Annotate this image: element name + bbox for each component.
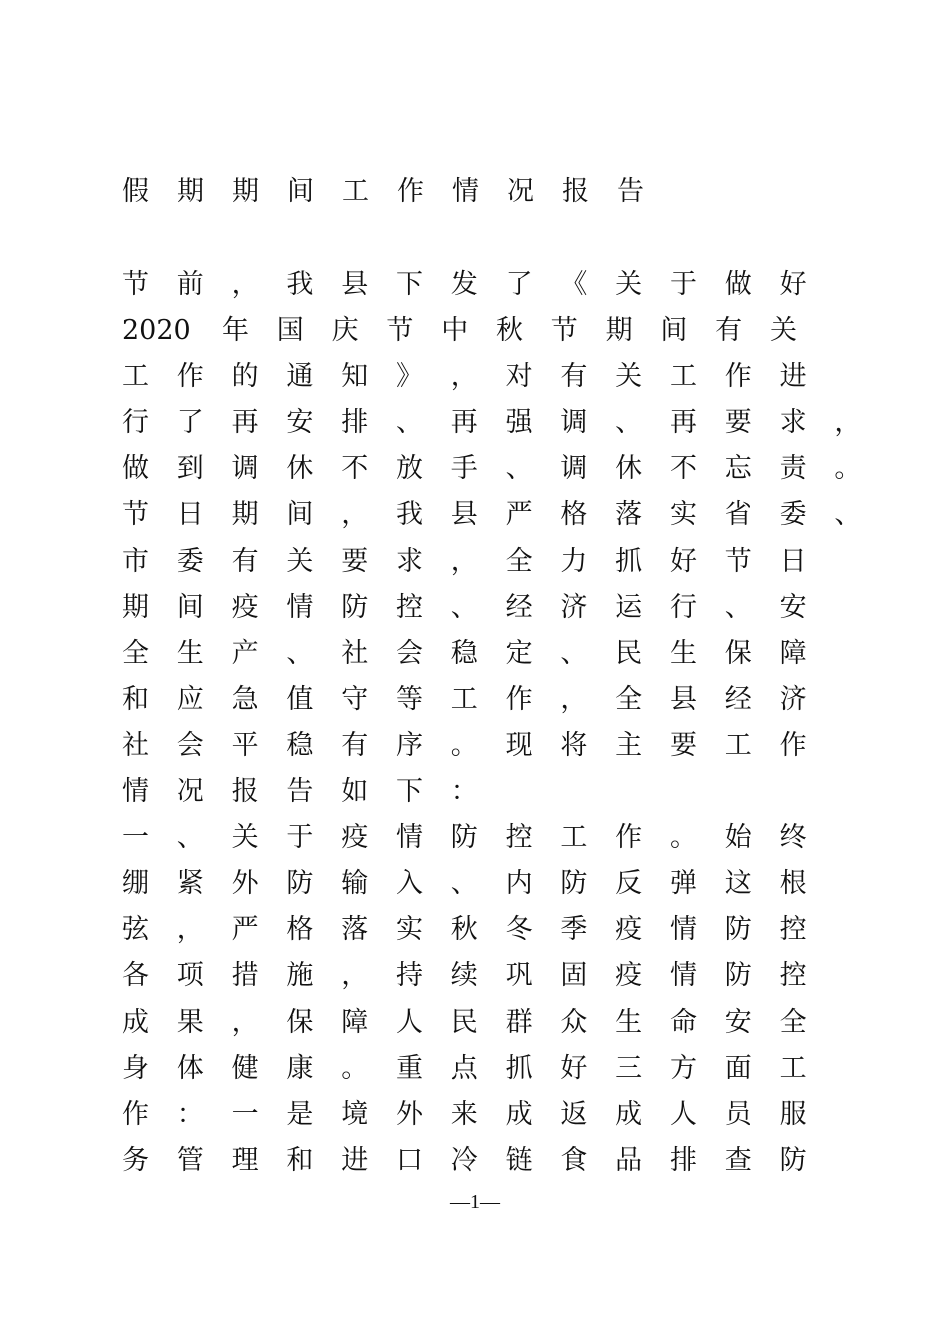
body-char: 好: [669, 545, 697, 577]
body-char: 日: [176, 499, 204, 531]
body-char: 求: [395, 545, 423, 577]
body-char: 防: [724, 960, 752, 992]
body-char: 手: [450, 453, 478, 485]
body-char: 现: [505, 729, 533, 761]
body-char: 防: [450, 822, 478, 854]
body-char: 节: [122, 269, 149, 300]
body-char: 抓: [615, 545, 643, 577]
body-char: ：: [450, 776, 478, 808]
body-char: 委: [176, 545, 204, 577]
body-char: 终: [779, 822, 807, 854]
body-char: 巩: [505, 960, 533, 992]
body-char: 一: [122, 822, 149, 854]
body-char: 忘: [724, 453, 752, 485]
body-char: 间: [176, 591, 204, 623]
body-char: 关: [286, 545, 314, 577]
body-char: 防: [724, 914, 752, 946]
body-char: 关: [231, 822, 259, 854]
body-char: 工: [669, 361, 697, 393]
body-char: 理: [231, 1144, 259, 1176]
body-char: 排: [341, 407, 369, 439]
body-char: 重: [395, 1052, 423, 1084]
body-char: ，: [341, 499, 369, 531]
body-char: ，: [834, 407, 862, 439]
body-char: 下: [395, 776, 423, 808]
body-char: 身: [122, 1052, 149, 1084]
body-char: 格: [560, 499, 588, 531]
document-body: [122, 262, 882, 1184]
body-char: 果: [176, 1006, 204, 1038]
body-char: 期: [605, 315, 633, 347]
body-char: 有: [715, 315, 743, 347]
body-char: 、: [505, 453, 533, 485]
body-char: 再: [669, 407, 697, 439]
body-char: 了: [176, 407, 204, 439]
body-char: 持: [395, 960, 423, 992]
body-char: 措: [231, 960, 259, 992]
body-char: 管: [176, 1144, 204, 1176]
body-char: 省: [724, 499, 752, 531]
body-char: 疫: [615, 960, 643, 992]
body-char: 务: [122, 1144, 149, 1176]
body-line: [122, 677, 882, 723]
body-char: 全: [505, 545, 533, 577]
body-char: 项: [176, 960, 204, 992]
body-char: 调: [231, 453, 259, 485]
body-char: 落: [615, 499, 643, 531]
body-char: 《: [560, 269, 588, 300]
body-char: 我: [286, 269, 314, 300]
body-char: 口: [395, 1144, 423, 1176]
body-char: 冷: [450, 1144, 478, 1176]
body-char: 民: [450, 1006, 478, 1038]
body-char: 成: [505, 1098, 533, 1130]
body-char: 实: [669, 499, 697, 531]
body-char: 市: [122, 545, 149, 577]
body-line: [122, 262, 882, 308]
body-char: 了: [505, 269, 533, 300]
body-char: 不: [341, 453, 369, 485]
body-char: 稳: [450, 637, 478, 669]
body-char: 人: [395, 1006, 423, 1038]
body-char: 前: [176, 269, 204, 300]
body-char: 况: [176, 776, 204, 808]
body-char: 排: [669, 1144, 697, 1176]
body-char: 县: [669, 683, 697, 715]
body-char: 固: [560, 960, 588, 992]
body-char: 秋: [495, 315, 523, 347]
body-char: 方: [669, 1052, 697, 1084]
body-char: 作: [176, 361, 204, 393]
body-char: 群: [505, 1006, 533, 1038]
body-char: 平: [231, 729, 259, 761]
body-line: [122, 1138, 882, 1184]
body-char: 休: [286, 453, 314, 485]
body-char: ，: [560, 683, 588, 715]
body-char: 守: [341, 683, 369, 715]
body-char: 运: [615, 591, 643, 623]
body-char: 成: [615, 1098, 643, 1130]
body-line: [122, 769, 882, 815]
body-char: 责: [779, 453, 807, 485]
body-char: 防: [341, 591, 369, 623]
body-line: [122, 723, 882, 769]
body-char: 输: [341, 868, 369, 900]
body-char: 境: [341, 1098, 369, 1130]
body-char: 返: [560, 1098, 588, 1130]
body-char: 体: [176, 1052, 204, 1084]
body-char: 控: [779, 960, 807, 992]
body-char: 一: [231, 1098, 259, 1130]
body-char: 情: [122, 776, 149, 808]
body-char: 外: [395, 1098, 423, 1130]
body-char: 安: [779, 591, 807, 623]
body-char: 生: [615, 1006, 643, 1038]
body-char: 到: [176, 453, 204, 485]
body-line: [122, 907, 882, 953]
body-char: 稳: [286, 729, 314, 761]
body-char: 情: [395, 822, 423, 854]
body-char: 间: [286, 499, 314, 531]
body-char: 弹: [669, 868, 697, 900]
body-char: 有: [231, 545, 259, 577]
body-char: 作: [615, 822, 643, 854]
body-char: 这: [724, 868, 752, 900]
body-char: 序: [395, 729, 423, 761]
body-char: 关: [615, 269, 643, 300]
body-char: 点: [450, 1052, 478, 1084]
body-char: 情: [286, 591, 314, 623]
body-char: 有: [560, 361, 588, 393]
body-char: ，: [450, 361, 478, 393]
body-char: 于: [286, 822, 314, 854]
body-char: 关: [615, 361, 643, 393]
body-char: 工: [122, 361, 149, 393]
body-char: 健: [231, 1052, 259, 1084]
body-char: 始: [724, 822, 752, 854]
body-char: 面: [724, 1052, 752, 1084]
body-char: 经: [724, 683, 752, 715]
body-char: 安: [724, 1006, 752, 1038]
body-char: 工: [560, 822, 588, 854]
body-char: 三: [615, 1052, 643, 1084]
body-char: 成: [122, 1006, 149, 1038]
body-char: 将: [560, 729, 588, 761]
body-char: 作: [505, 683, 533, 715]
body-line: [122, 1000, 882, 1046]
body-char: 施: [286, 960, 314, 992]
body-char: 通: [286, 361, 314, 393]
body-line: [122, 354, 882, 400]
body-char: 、: [176, 822, 204, 854]
body-char: 不: [669, 453, 697, 485]
body-char: 要: [669, 729, 697, 761]
body-char: 2020: [122, 315, 191, 347]
body-char: 绷: [122, 868, 149, 900]
body-char: 工: [450, 683, 478, 715]
body-char: 知: [341, 361, 369, 393]
body-char: 弦: [122, 914, 149, 946]
body-char: 的: [231, 361, 259, 393]
body-char: 对: [505, 361, 533, 393]
body-char: 作: [779, 729, 807, 761]
body-char: 、: [834, 499, 862, 531]
body-char: 全: [615, 683, 643, 715]
body-char: 县: [341, 269, 369, 300]
body-line: [122, 1046, 882, 1092]
body-char: 实: [395, 914, 423, 946]
body-char: ，: [231, 1006, 259, 1038]
body-char: 、: [450, 591, 478, 623]
body-char: 调: [560, 407, 588, 439]
body-line: [122, 492, 882, 538]
body-char: 社: [122, 729, 149, 761]
body-line: [122, 539, 882, 585]
body-char: 查: [724, 1144, 752, 1176]
body-line: [122, 1092, 882, 1138]
body-char: 告: [286, 776, 314, 808]
body-char: 节: [550, 315, 578, 347]
body-char: 内: [505, 868, 533, 900]
body-char: 定: [505, 637, 533, 669]
body-char: 产: [231, 637, 259, 669]
body-char: 生: [176, 637, 204, 669]
body-char: 续: [450, 960, 478, 992]
body-char: 疫: [341, 822, 369, 854]
body-char: 保: [286, 1006, 314, 1038]
body-char: 众: [560, 1006, 588, 1038]
body-char: 情: [669, 960, 697, 992]
body-char: 抓: [505, 1052, 533, 1084]
body-char: 和: [286, 1144, 314, 1176]
body-char: ：: [176, 1098, 204, 1130]
body-char: ，: [231, 269, 259, 300]
body-char: 作: [724, 361, 752, 393]
body-char: 反: [615, 868, 643, 900]
body-char: 节: [122, 499, 149, 531]
body-char: 社: [341, 637, 369, 669]
body-char: 命: [669, 1006, 697, 1038]
body-char: 、: [450, 868, 478, 900]
body-char: 要: [341, 545, 369, 577]
body-char: 控: [505, 822, 533, 854]
body-char: 、: [286, 637, 314, 669]
body-char: ，: [341, 960, 369, 992]
body-char: 人: [669, 1098, 697, 1130]
body-char: 。: [341, 1052, 369, 1084]
body-char: 》: [395, 361, 423, 393]
body-char: 疫: [231, 591, 259, 623]
body-line: [122, 631, 882, 677]
body-char: 做: [122, 453, 149, 485]
body-char: 济: [560, 591, 588, 623]
body-char: 冬: [505, 914, 533, 946]
body-char: 节: [386, 315, 414, 347]
body-char: 要: [724, 407, 752, 439]
body-char: 年: [222, 315, 249, 347]
body-char: 等: [395, 683, 423, 715]
body-char: 根: [779, 868, 807, 900]
body-char: 期: [231, 499, 259, 531]
body-char: 全: [779, 1006, 807, 1038]
body-char: 、: [395, 407, 423, 439]
body-char: 县: [450, 499, 478, 531]
body-char: 行: [669, 591, 697, 623]
body-char: 应: [176, 683, 204, 715]
body-char: 是: [286, 1098, 314, 1130]
body-char: 民: [615, 637, 643, 669]
body-char: 防: [560, 868, 588, 900]
body-char: 、: [560, 637, 588, 669]
body-char: 工: [779, 1052, 807, 1084]
body-char: 、: [724, 591, 752, 623]
body-char: 行: [122, 407, 149, 439]
body-char: 外: [231, 868, 259, 900]
body-char: 保: [724, 637, 752, 669]
body-char: 疫: [615, 914, 643, 946]
body-char: 休: [615, 453, 643, 485]
body-char: 庆: [331, 315, 359, 347]
body-char: 关: [769, 315, 797, 347]
body-char: 中: [441, 315, 469, 347]
body-char: 防: [286, 868, 314, 900]
body-char: 。: [450, 729, 478, 761]
body-char: 作: [122, 1098, 149, 1130]
body-char: 链: [505, 1144, 533, 1176]
body-char: 于: [669, 269, 697, 300]
body-char: 好: [560, 1052, 588, 1084]
body-char: 情: [669, 914, 697, 946]
body-char: 入: [395, 868, 423, 900]
body-char: 调: [560, 453, 588, 485]
body-char: 季: [560, 914, 588, 946]
body-char: 控: [395, 591, 423, 623]
body-char: 下: [395, 269, 423, 300]
body-char: 食: [560, 1144, 588, 1176]
body-char: 。: [834, 453, 862, 485]
body-char: 好: [779, 269, 807, 300]
page-number: —1—: [450, 1191, 500, 1213]
body-char: 值: [286, 683, 314, 715]
body-line: [122, 446, 882, 492]
body-char: 急: [231, 683, 259, 715]
body-char: 力: [560, 545, 588, 577]
body-char: 安: [286, 407, 314, 439]
body-char: 经: [505, 591, 533, 623]
body-char: 工: [724, 729, 752, 761]
body-char: 格: [286, 914, 314, 946]
body-char: 严: [231, 914, 259, 946]
body-char: 我: [395, 499, 423, 531]
body-char: ，: [176, 914, 204, 946]
body-char: 报: [231, 776, 259, 808]
body-line: [122, 585, 882, 631]
body-char: 日: [779, 545, 807, 577]
body-char: 。: [669, 822, 697, 854]
body-char: 品: [615, 1144, 643, 1176]
body-line: [122, 400, 882, 446]
body-char: ，: [450, 545, 478, 577]
body-char: 生: [669, 637, 697, 669]
body-char: 和: [122, 683, 149, 715]
body-char: 员: [724, 1098, 752, 1130]
body-line: [122, 815, 882, 861]
body-line: [122, 953, 882, 999]
body-char: 国: [276, 315, 304, 347]
body-char: 求: [779, 407, 807, 439]
body-char: 发: [450, 269, 478, 300]
body-char: 会: [395, 637, 423, 669]
body-char: 如: [341, 776, 369, 808]
body-char: 各: [122, 960, 149, 992]
body-char: 再: [231, 407, 259, 439]
body-char: 间: [660, 315, 688, 347]
body-char: 会: [176, 729, 204, 761]
document-title: 假期期间工作情况报告: [122, 176, 672, 207]
body-char: 进: [779, 361, 807, 393]
body-char: 有: [341, 729, 369, 761]
body-char: 放: [395, 453, 423, 485]
body-char: 做: [724, 269, 752, 300]
body-char: 紧: [176, 868, 204, 900]
body-line: [122, 308, 882, 354]
body-line: [122, 861, 882, 907]
body-char: 康: [286, 1052, 314, 1084]
body-char: 控: [779, 914, 807, 946]
body-char: 障: [341, 1006, 369, 1038]
body-char: 期: [122, 591, 149, 623]
body-char: 济: [779, 683, 807, 715]
body-char: 强: [505, 407, 533, 439]
body-char: 防: [779, 1144, 807, 1176]
body-char: 落: [341, 914, 369, 946]
body-char: 来: [450, 1098, 478, 1130]
body-char: 秋: [450, 914, 478, 946]
body-char: 节: [724, 545, 752, 577]
body-char: 全: [122, 637, 149, 669]
body-char: 进: [341, 1144, 369, 1176]
body-char: 主: [615, 729, 643, 761]
body-char: 障: [779, 637, 807, 669]
body-char: 、: [615, 407, 643, 439]
body-char: 再: [450, 407, 478, 439]
body-char: 委: [779, 499, 807, 531]
body-char: 严: [505, 499, 533, 531]
body-char: 服: [779, 1098, 807, 1130]
